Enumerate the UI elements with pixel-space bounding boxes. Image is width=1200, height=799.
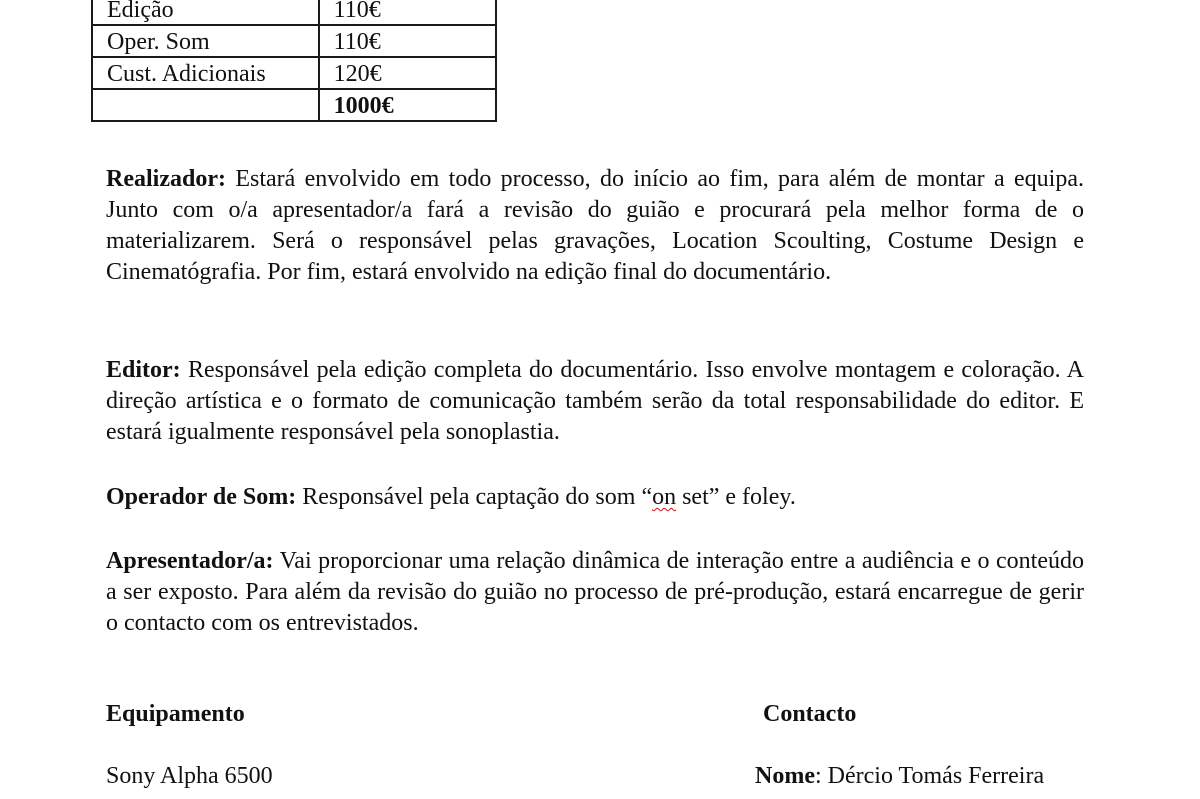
table-row (92, 25, 496, 57)
role-description: Vai proporcionar uma relação dinâmica de interação entre a audiência e o conteúdo a ser exposto. Para além da revisão do guião no processo de pré-produção, estará encarregue de gerir o contacto com os entrevistados. (106, 548, 1084, 636)
role-title: Apresentador/a: (106, 548, 274, 574)
role-operador-som-paragraph (106, 482, 1084, 513)
contact-heading: Contacto (763, 701, 857, 727)
table-cell-label (92, 89, 319, 121)
table-cell-value: 120€ (319, 57, 496, 89)
spellcheck-flagged-word[interactable]: on (652, 484, 677, 510)
role-realizador-paragraph (106, 164, 1084, 288)
role-title: Editor: (106, 357, 181, 383)
table-row-total (92, 89, 496, 121)
contact-name-line (755, 764, 1044, 788)
role-description: Estará envolvido em todo processo, do início ao fim, para além de montar a equipa. Junto com o/a apresentador/a fará a revisão do guião e procurará pela melhor forma de o materializarem. Será o responsável pelas gravações, Location Scoulting, Costume Design e Cinematógrafia. Por fim, estará envolvido na edição final do documentário. (106, 166, 1084, 285)
role-description-end: set” e foley. (676, 484, 796, 510)
role-title: Operador de Som: (106, 484, 297, 510)
budget-table (91, 0, 497, 122)
equipment-heading: Equipamento (106, 701, 245, 727)
role-description: Responsável pela edição completa do documentário. Isso envolve montagem e coloração. A direção artística e o formato de comunicação também serão da total responsabilidade do editor. E estará igualmente responsável pela sonoplastia. (106, 357, 1084, 445)
table-cell-total: 1000€ (319, 89, 496, 121)
role-apresentador-paragraph (106, 546, 1084, 639)
role-title: Realizador: (106, 166, 226, 192)
table-row (92, 57, 496, 89)
equipment-item: Sony Alpha 6500 (106, 763, 273, 789)
role-description: Responsável pela captação do som “ (296, 484, 653, 510)
table-cell-label: Oper. Som (92, 25, 319, 57)
table-row (92, 0, 496, 25)
table-cell-label: Cust. Adicionais (92, 57, 319, 89)
table-cell-value: 110€ (319, 25, 496, 57)
table-cell-label: Edição (92, 0, 319, 25)
contact-name-label: Nome (755, 763, 815, 789)
table-cell-value: 110€ (319, 0, 496, 25)
contact-name-value: : Dércio Tomás Ferreira (814, 763, 1045, 789)
role-editor-paragraph (106, 355, 1084, 448)
